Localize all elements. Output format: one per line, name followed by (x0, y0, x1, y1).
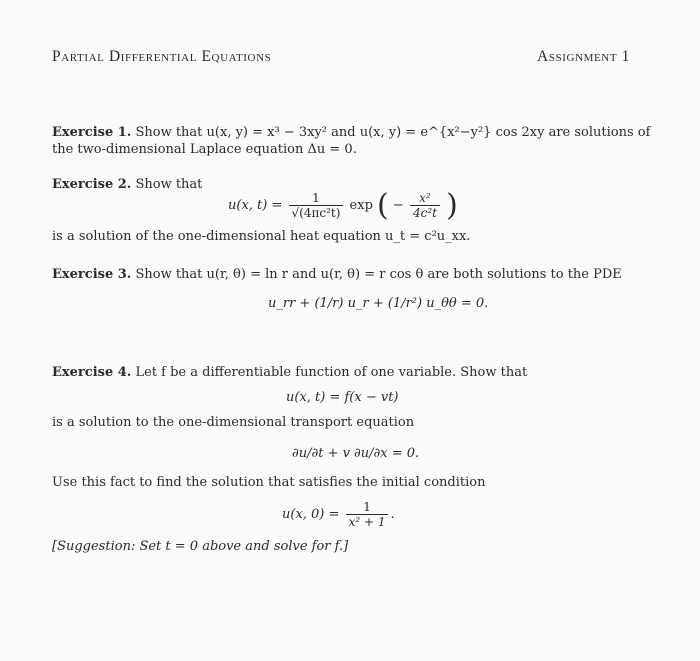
paren-close: ) (446, 188, 458, 223)
exercise-3-equation: u_rr + (1/r) u_r + (1/r²) u_θθ = 0. (268, 296, 489, 311)
exercise-4-intro: Let f be a differentiable function of one variable. Show that (135, 365, 528, 380)
exercise-2-after: is a solution of the one-dimensional heat equation u_t = c²u_xx. (52, 229, 471, 244)
exercise-3 (52, 266, 652, 283)
fraction-2 (410, 191, 440, 220)
exercise-4-equation-2: ∂u/∂t + v ∂u/∂x = 0. (292, 446, 420, 461)
exercise-4-use-text: Use this fact to find the solution that satisfies the initial condition (52, 475, 486, 490)
fraction-1-numerator: 1 (312, 191, 320, 205)
exercise-4-middle: is a solution to the one-dimensional transport equation (52, 415, 415, 430)
exp-function: exp (349, 198, 373, 213)
fraction-2-denominator: 4c²t (410, 205, 440, 220)
fraction-1-denominator: √(4πc²t) (289, 205, 344, 220)
exercise-4-suggestion: [Suggestion: Set t = 0 above and solve for f.] (52, 539, 349, 554)
fraction-3-numerator: 1 (363, 500, 371, 514)
exercise-4 (52, 364, 652, 381)
exercise-2-label: Exercise 2. (52, 177, 132, 192)
exercise-3-label: Exercise 3. (52, 267, 132, 282)
fraction-1 (289, 191, 344, 220)
exercise-4-equation-3: u(x, 0) = $\frac{1}{\text{x² + 1}}$ . (282, 500, 395, 529)
exercise-1-text: Show that u(x, y) = x³ − 3xy² and u(x, y) = e^{x²−y²} cos 2xy are solutions of the two-dimensional Laplace equation Δu = 0. (52, 125, 651, 157)
exercise-2-intro: Show that (135, 177, 203, 192)
paren-open: ( (377, 188, 389, 223)
exercise-4-label: Exercise 4. (52, 365, 132, 380)
equation-3-lhs: u(x, 0) = (282, 507, 340, 522)
course-title: Partial Differential Equations (52, 48, 272, 65)
exercise-4-equation-1: u(x, t) = f(x − vt) (286, 390, 399, 405)
fraction-3-denominator: x² + 1 (346, 514, 389, 529)
equation-lhs: u(x, t) = (228, 198, 283, 213)
assignment-label: Assignment 1 (537, 48, 630, 65)
fraction-3 (346, 500, 389, 529)
exercise-1 (52, 124, 652, 158)
fraction-2-numerator: x² (419, 191, 431, 205)
exercise-3-text: Show that u(r, θ) = ln r and u(r, θ) = r cos θ are both solutions to the PDE (135, 267, 622, 282)
exercise-2-equation: u(x, t) = $\frac{1}{\text{√(4πc²t)}}$ exp ( − $\frac{\text{x²}}{\text{4c²t}}$ ) (228, 188, 458, 223)
exercise-1-label: Exercise 1. (52, 125, 132, 140)
